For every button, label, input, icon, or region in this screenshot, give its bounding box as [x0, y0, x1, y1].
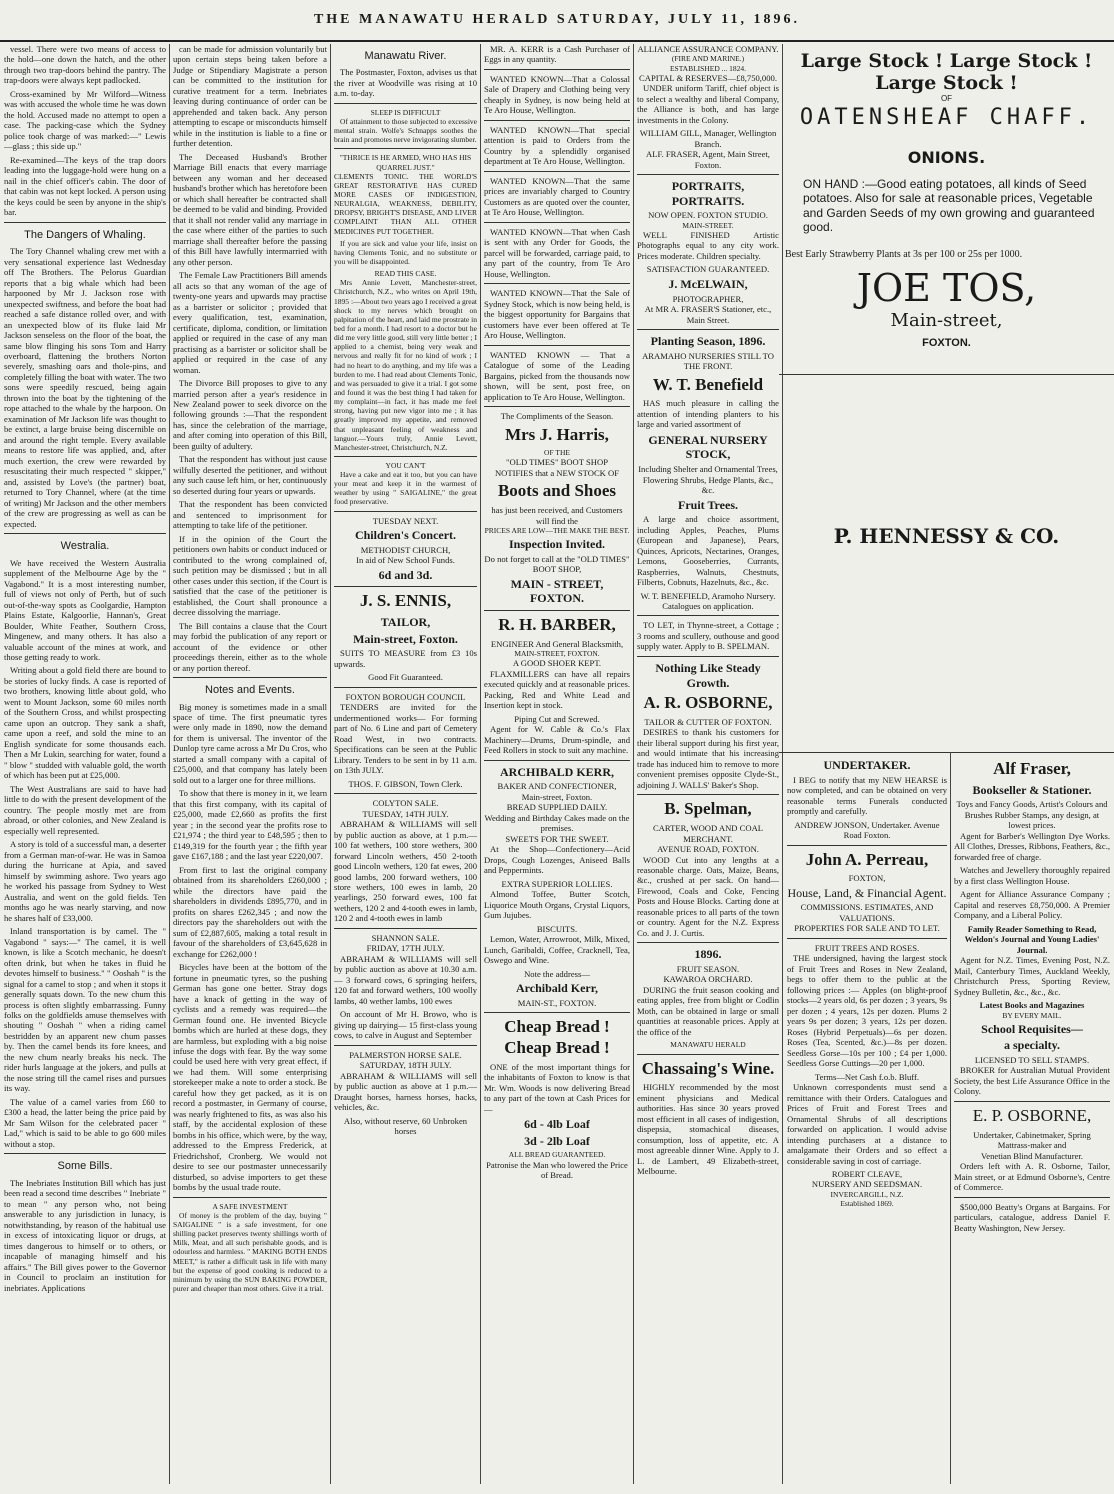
kerr-name: Archibald Kerr, [515, 981, 598, 996]
ad-title: FRUIT SEASON. [676, 964, 740, 974]
ad-body: At the Shop—Confectionery—Acid Drops, Cough Lozenges, Aniseed Balls and Peppermints. [484, 844, 630, 876]
sale-title: PALMERSTON HORSE SALE. [349, 1049, 462, 1060]
concert-aid: In aid of New School Funds. [356, 555, 455, 566]
ad-title: 1896. [694, 947, 722, 962]
article-paragraph: The West Australians are said to have had little to do with the present development of the country. The people mostly met are from abroad, or other colonies, and New Zealand is especially well represented. [4, 783, 166, 836]
masthead [0, 0, 1114, 42]
ad-title: FRUIT TREES AND ROSES. [814, 942, 920, 953]
ad-body: HAS much pleasure in calling the attention of intending planters to his large and varied assortment of [637, 398, 779, 430]
ad-body: Unknown correspondents must send a remittance with their Orders. Catalogues and Prices of Fruit and Forest Trees and Ornamental Shrubs of all descriptions forwarded on application. I would advise intending purchasers at a distance to amalgamate their Orders and so effect a considerable saving in cost of carriage. [787, 1082, 947, 1166]
masthead-title: THE MANAWATU HERALD SATURDAY, JULY 11, 1896. [313, 12, 801, 27]
ad-signature: WILLIAM GILL, Manager, Wellington Branch. [639, 128, 777, 149]
ad-title: A SAFE INVESTMENT [212, 1201, 288, 1211]
ad-body: Do not forget to call at the "OLD TIMES" BOOT SHOP, [484, 553, 630, 575]
ad-title: Nothing Like Steady Growth. [655, 660, 761, 690]
ad-body: (FIRE AND MARINE.) [671, 54, 745, 64]
article-paragraph: The Divorce Bill proposes to give to any married person after a year's residence in New Zealand power to seek divorce on the following grounds :—That the respondent has, since the celebration of the marriage, and after coming into operation of this Bill, been guilty of adultery. [173, 378, 327, 451]
ad-title: UNDERTAKER. [823, 758, 911, 772]
ad-title: School Requisites— [981, 1021, 1083, 1036]
ad-body: WANTED KNOWN — That a Catalogue of some of the Leading Bargains, picked from the thousands now shown, will be sent, post free, on application to Te Aro House, Wellington. [484, 349, 630, 402]
ad-headline: Large Stock ! Large Stock ! [800, 50, 1093, 72]
ad-body: DURING the fruit season cooking and eating apples, free from blight or Codlin Moth, can be obtained in large or small quantities at reasonable prices. Apply at the office of the [637, 984, 779, 1037]
ad-body: Mrs Annie Levett, Manchester-street, Christchurch, N.Z., who writes on April 19th, 1895 :—About two years ago I received a great shock to my nerves which brought on palpitation of the heart, and laid me prostrate in bed for a month. I had resort to a doctor but he did me very little good, still very little better ; I applied to a chemist, being very weak and nervous and really fit for no kind of work ; I had no heart to do anything, and my life was a burden to me. I had read about Clements Tonic, and was persuaded to give it a trial. I got some and found it was the best thing I had taken for my complaint—in fact, it has made me feel strong, having put new vigor into me ; it has greatly improved my appetite, and removed that unpleasant feeling of weakness and languor.—Yours truly, Annie Levett, Manchester-street, Christchurch, N.Z. [334, 278, 477, 452]
divider [484, 406, 630, 407]
article-paragraph: Re-examined—The keys of the trap doors leading into the luggage-hold were hung on a nail in the chief officer's cabin. The door of that cabin was not kept locked. A person using the keys could be seen by anyone in the ship's bar. [4, 154, 166, 218]
headline-some-bills: Some Bills. [57, 1160, 113, 1173]
sale-date: FRIDAY, 17TH JULY. [366, 943, 445, 954]
divider [637, 615, 779, 616]
ad-title: ENGINEER And General Blacksmith, [490, 638, 624, 649]
concert-date: TUESDAY NEXT. [372, 515, 439, 526]
ad-title: YOU CAN'T [385, 460, 426, 470]
ad-body: SUITS TO MEASURE from £3 10s upwards. [334, 648, 477, 669]
ad-body: Mattrass-maker and [997, 1140, 1067, 1151]
barber-name: R. H. BARBER, [498, 615, 616, 635]
divider [334, 511, 477, 512]
ad-signature: THOS. F. GIBSON, Town Clerk. [348, 778, 463, 789]
ad-address: MAIN-STREET. [682, 220, 734, 230]
ad-body: BREAD SUPPLIED DAILY. [506, 802, 608, 813]
divider [484, 1012, 630, 1013]
ad-body: Almond Toffee, Butter Scotch, Liquorice Mouth Organs, Crystal Liquors, Gum Jujubes. [484, 889, 630, 921]
ad-body: Agent for W. Cable & Co.'s Flax Machinery—Drums, Drum-spindle, and Feed Rollers in stock to suit any machine. [484, 724, 630, 756]
divider [484, 120, 630, 121]
loaf-price: 6d - 4lb Loaf [524, 1117, 590, 1132]
sale-title: SHANNON SALE. [371, 932, 440, 943]
ennis-name: J. S. ENNIS, [359, 591, 452, 611]
ad-address: FOXTON. [922, 336, 971, 349]
sale-body: Also, without reserve, 60 Unbroken horses [343, 1115, 468, 1137]
ennis-address: Main-street, Foxton. [353, 631, 458, 646]
ad-body: ON HAND :—Good eating potatoes, all kinds of Seed potatoes. Also for sale at reasonable prices, Vegetable and Garden Seeds of my own growing and guaranteed good. [803, 177, 1095, 235]
ad-body: TO LET, in Thynne-street, a Cottage ; 3 rooms and scullery, outhouse and good supply water. Apply to B. SPELMAN. [637, 620, 779, 652]
column-1 [4, 44, 166, 1484]
ad-body: Agent for N.Z. Times, Evening Post, N.Z. Mail, Canterbury Times, Auckland Weekly, Christchurch Press, Sporting Review, Sydney Bulletin, &c., &c., &c. [954, 955, 1110, 997]
ad-title: KAWAROA ORCHARD. [663, 974, 753, 985]
ad-body: WANTED KNOWN—That the same prices are invariably charged to Country Customers as are quoted over the counter, at Te Aro House, Wellington. [484, 175, 630, 218]
headline-westralia: Westralia. [60, 540, 110, 553]
divider [4, 222, 166, 223]
ad-body: Wedding and Birthday Cakes made on the premises. [484, 812, 630, 834]
ad-title: Latest Books and Magazines [979, 1000, 1085, 1011]
divider [334, 687, 477, 688]
ad-title: EXTRA SUPERIOR LOLLIES. [501, 878, 613, 889]
divider [954, 1197, 1110, 1198]
ad-body: Piping Cut and Screwed. [514, 713, 600, 724]
divider [173, 1197, 327, 1198]
column-3 [334, 44, 477, 1484]
ad-body: Of money is the problem of the day, buying " SAIGALINE " is a safe investment, for one shilling packet preserves twenty shillings worth of Milk, Meat, and all such perishable goods, and is odourless and harmless. " MAKING BOTH ENDS MEET," is rather a difficult task in life with many but the expense of good cooking is reduced to a minimum by using the SUN BAKING POWDER, purer and cheaper than most others. Give it a trial. [173, 1210, 327, 1294]
ad-address: FOXTON, [848, 873, 886, 884]
ad-body: Orders left with A. R. Osborne, Tailor, Main street, or at Edmund Osborne's, Centre of Commerce. [954, 1161, 1110, 1193]
ad-body: I BEG to notify that my NEW HEARSE is now completed, and can be obtained on very reasonable terms Funerals conducted promptly and carefully. [787, 774, 947, 817]
boots-title: Boots and Shoes [497, 481, 617, 501]
ad-title: Inspection Invited. [508, 537, 606, 552]
ad-address: INVERCARGILL, N.Z. [830, 1189, 904, 1199]
ad-body: ONE of the most important things for the inhabitants of Foxton to know is that Mr. Wm. Woods is now delivering Bread to any part of the town at Cash Prices for— [484, 1061, 630, 1114]
ad-title: The Compliments of the Season. [500, 411, 614, 422]
ad-signature: ANDREW JONSON, Undertaker. Avenue Road Foxton. [794, 819, 940, 841]
ad-body: WANTED KNOWN—That the Sale of Sydney Stock, which is now being held, is the biggest opportunity for Bargains that customers have ever been offered at Te Aro House, Wellington. [484, 288, 630, 341]
divider [637, 942, 779, 943]
ad-body: Terms—Net Cash f.o.b. Bluff. [814, 1071, 920, 1082]
headline-notes-events: Notes and Events. [205, 684, 295, 697]
divider [484, 345, 630, 346]
headline-whaling: The Dangers of Whaling. [24, 228, 146, 241]
divider [484, 760, 630, 761]
ad-title: Family Reader Something to Read, Weldon's Journal and Young Ladies' Journal. [964, 923, 1100, 955]
divider [637, 174, 779, 175]
ad-body: CARTER, WOOD AND COAL MERCHANT. [652, 823, 764, 844]
chassaing-title: Chassaing's Wine. [641, 1058, 775, 1078]
concert-title: Children's Concert. [354, 528, 457, 543]
column-4 [484, 44, 630, 1484]
ad-body: Lemon, Water, Arrowroot, Milk, Mixed, Lunch, Garibaldi, Coffee, Cracknell, Tea, Oswego and Wine. [484, 934, 630, 966]
ad-address: At MR A. FRASER'S Stationer, etc., Main Street. [644, 304, 772, 325]
article-paragraph: The Tory Channel whaling crew met with a very sensational experience last Wednesday off The Brothers. The Pelorus Guardian reports that a big whale which had been harpooned by Mr J. Jackson rose with unexpected swiftness, and before the boat had reached a safe distance rolled over, and with an unexpected blow of its fluke laid Mr Jackson senseless on the floor of the boat, the same blow flinging his sons Tom and Harry overboard, flattening the brothers Norton severely, smashing oars and thole-pins, and completely filling the boat with water. The two sons were speedily rescued, being again thrown into the boat by the tightening of the rope attached to the whale by the harpoon. On examination of Mr Jackson life was thought to be extinct, a large bruise being discernible on and around the right temple. Every available means to restore life was applied, and, after much exertion, the crew were rewarded by resuscitating their much respected " skipper," and, assisted by Love's (the partner) boat, returned to Tory Channel, where (at the time of writing) Mr Jackson and the other members of the crew are progressing as well as can be expected. [4, 246, 166, 529]
ad-body: A GOOD SHOER KEPT. [512, 658, 602, 669]
ad-title: LICENSED TO SELL STAMPS. [974, 1054, 1090, 1065]
ad-body: WANTED KNOWN—That a Colossal Sale of Drapery and Clothing being very cheaply in Sydney, is now being held at Te Aro House, Wellington. [484, 73, 630, 116]
sale-body: On account of Mr H. Browo, who is giving up dairying— 15 first-class young cows, to calve in August and September [334, 1009, 477, 1041]
ad-body: Have a cake and eat it too, but you can have your meat and keep it in the warmest of weather by using " SAIGALINE," the great food preservative. [334, 470, 477, 507]
ad-body: If you are sick and value your life, insist on having Clements Tonic, and no substitute or you will be disappointed. [334, 238, 477, 266]
hennessy-ad [779, 374, 1114, 753]
sale-body: ABRAHAM & WILLIAMS will sell by public auction as above at 1 p.m.— Draught horses, harness horses, hacks, vehicles, &c. [334, 1070, 477, 1113]
ad-body: BY EVERY MAIL. [1002, 1010, 1062, 1020]
ad-title: Fruit Trees. [678, 497, 738, 512]
divider [787, 845, 947, 846]
ad-body: Including Shelter and Ornamental Trees, Flowering Shrubs, Hedge Plants, &c., &c. [638, 464, 778, 496]
ad-body: PROPERTIES FOR SALE AND TO LET. [794, 923, 940, 934]
column-rule [330, 44, 331, 1484]
column-rule [480, 44, 481, 1484]
ad-body: House, Land, & Financial Agent. [787, 885, 947, 900]
divider [637, 1054, 779, 1055]
article-paragraph: The Postmaster, Foxton, advises us that the river at Woodville was rising at 10 a.m. to-day. [334, 67, 477, 99]
ad-signature: MANAWATU HERALD [670, 1040, 746, 1050]
divider [484, 610, 630, 611]
ad-body: NOTIFIES that a NEW STOCK OF [494, 467, 620, 478]
ad-body: TENDERS are invited for the undermentioned works— For forming part of No. 6 Line and part of Cemetery Road West, in two contracts. Specifications can be seen at the Public Library. Tenders to be sent in by 11 a.m. on 13th JULY. [334, 702, 477, 776]
sale-body: ABRAHAM & WILLIAMS will sell by public auction as above, at 1 p.m.— 100 fat wethers, 100 store wethers, 300 forward Lincoln wethers, 450 2-tooth good Lincoln wethers, 120 fat ewes, 200 good lambs, 200 forward wethers, 100 store wethers, 100 ewes in lamb, 20 yearlings, 250 forward ewes, 100 fat wethers, 120 2 and 4-tooth ewes in lamb, 120 2 and 4-tooth ewes in lamb [334, 819, 477, 924]
ad-body: Watches and Jewellery thoroughly repaired by a first class Wellington House. [954, 865, 1110, 886]
article-paragraph: can be made for admission voluntarily but upon certain steps being taken before a Judge or Stipendiary Magistrate a person can be committed to the institution for curative treatment for a term. Inebriates leaving during continuance of order can be apprehended and taken back. Any person attempting to escape or misconducts himself while in the institution is liable to a fine or further detention. [173, 44, 327, 149]
article-paragraph: That the respondent has without just cause wilfully deserted the petitioner, and without any such cause left him, or her, continuously so deserted during four years or upwards. [173, 454, 327, 496]
ad-signature: ALF. FRASER, Agent, Main Street, Foxton. [646, 149, 770, 170]
ad-title: READ THIS CASE. [374, 269, 437, 279]
ad-body: Good Fit Guaranteed. [368, 672, 443, 683]
ad-body: $500,000 Beatty's Organs at Bargains. For particulars, catalogue, address Daniel F. Beatty Washington, New Jersey. [954, 1201, 1110, 1233]
ad-body: PHOTOGRAPHER, [672, 293, 744, 304]
harris-name: Mrs J. Harris, [505, 424, 609, 444]
article-paragraph: Big money is sometimes made in a small space of time. The first pneumatic tyres were only made in 1890, now the demand for them is universal. The inventor of the Dunlop tyre came across a Mr Du Cros, who started a small company with a capital of £25,000, and that company has lately been sold out to a larger one for three millions. [173, 701, 327, 785]
ad-body: CAPITAL & RESERVES—£8,750,000. [639, 72, 777, 83]
ad-body: Agent for Alliance Assurance Company ; Capital and reserves £8,750,000. A Premier Company, and a Liberal Policy. [954, 889, 1110, 921]
ad-body: WOOD Cut into any lengths at a reasonable charge. Oats, Maize, Beans, &c., crushed at per sack. On hand—Firewood, Coals and Coke, Fencing Posts and House Blocks. Carting done at reasonable prices to all parts of the town or country. Agent for the N.Z. Express Co. and J. J. Curtis. [637, 854, 779, 938]
ad-body: PRICES ARE LOW—THE MAKE THE BEST. [484, 526, 630, 536]
article-paragraph: The Deceased Husband's Brother Marriage Bill enacts that every marriage between any woman and her deceased husband's brother which has heretofore been or which shall hereafter be contracted shall be deemed to be valid and binding. Provided that it shall not render valid any marriage in the case where either of the parties to such marriage shall thereafter before the passing of this Bill have lawfully intermarried with any other person. [173, 151, 327, 267]
chaff-ad [779, 44, 1114, 375]
article-paragraph: That the respondent has been convicted and sentenced to imprisonment for attempting to take life of the petitioner. [173, 499, 327, 531]
ad-body: HIGHLY recommended by the most eminent physicians and Medical authorities. Has since 30 years proved most efficient in all cases of indigestion, dispepsia, stomachical diseases, consumption, loss of appetite, etc. A most agreeable dinner Wine. Apply to J. L. de Lambert, 49 Elizabeth-street, Melbourne. [637, 1082, 779, 1177]
divider [334, 1045, 477, 1046]
ad-address: Main-street, [890, 309, 1003, 331]
ad-body: SATISFACTION GUARANTEED. [646, 264, 770, 275]
ad-body: ESTABLISHED ... 1824. [669, 63, 747, 73]
ad-headline: OATENSHEAF CHAFF. [799, 105, 1094, 130]
ad-body: COMMISSIONS. ESTIMATES, AND VALUATIONS. [800, 902, 934, 923]
benefield-name: W. T. Benefield [652, 374, 764, 394]
article-paragraph: Inland transportation is by camel. The " Vagabond " says:—" The camel, it is well known, is like a Scotch mechanic, he doesn't often drink, but when he takes in fluid he devotes himself to business." " Ooshah " is the signal for a camel to stop ; and when it stops it generally squats down. To the new chum this process is often slightly embarrassing. Funny folks on the goldfields amuse themselves with shouting " Ooshah " when a riding camel bestridden by an apparent new chum passes by. Then the camel bends its fore knees, and the new chum nearly breaks his neck. The rider hurls language at the jokers, and pulls at the nose string till the camel rises and pursues its way. [4, 926, 166, 1094]
ad-title: BISCUITS. [536, 923, 578, 934]
divider [954, 1101, 1110, 1102]
ad-address: Main-street, Foxton. [521, 791, 593, 802]
divider [334, 586, 477, 587]
divider [334, 103, 477, 104]
ad-address: MAIN-ST., FOXTON. [517, 997, 597, 1008]
divider [787, 938, 947, 939]
concert-venue: METHODIST CHURCH, [360, 544, 451, 555]
sale-date: SATURDAY, 18TH JULY. [359, 1060, 452, 1071]
divider [334, 148, 477, 149]
ad-title: a specialty. [1004, 1038, 1060, 1053]
divider [334, 928, 477, 929]
ad-signature: W. T. BENEFIELD, Aramoho Nursery. [640, 590, 776, 601]
article-paragraph: Writing about a gold field there are bound to be stories of lucky finds. A case is reported of two brothers, knowing little about gold, who went to Mount Jackson, some 60 miles north of the Southern Cross, and whilst prospecting came upon an outcrop. They sank a shaft, came upon a reef, and sold the mine to an English syndicate for some thousands each. Then a Mr Lukin, searching for water, found a " blow " studded with valuable gold, the worth of which has been put at £25,000. [4, 665, 166, 781]
divider [4, 1153, 166, 1154]
ad-body: Catalogues on application. [662, 601, 754, 611]
article-paragraph: We have received the Western Australia supplement of the Melbourne Age by the " Vagabond." It is a most interesting number, full of views not only of Perth, but of such out-of-the-way spots as Coolgardie, Hampton Plains Estate, Kalgoorlie, Hannan's, Great Boulder, White Feather, Southern Cross, Mingenew, and many others. It has also a valuable account of the mines at work, and those getting ready to work. [4, 557, 166, 662]
ad-title: NOW OPEN. FOXTON STUDIO. [648, 210, 768, 221]
ad-body: Venetian Blind Manufacturer. [981, 1150, 1083, 1161]
ad-title: GENERAL NURSERY STOCK, [648, 432, 768, 462]
column-5 [637, 44, 779, 1484]
ad-headline: P. HENNESSY & CO. [833, 524, 1060, 548]
article-paragraph: vessel. There were two means of access to the hold—one down the hatch, and the other through two trap-doors behind the pantry. The trap-doors were always kept padlocked. [4, 44, 166, 86]
ad-headline: ONIONS. [907, 148, 986, 167]
spelman-name: B. Spelman, [664, 799, 752, 819]
ad-body: MR. A. KERR is a Cash Purchaser of Eggs in any quantity. [484, 44, 630, 65]
ad-body: Undertaker, Cabinetmaker, Spring [973, 1129, 1091, 1140]
ad-title: "OLD TIMES" BOOT SHOP [506, 457, 608, 468]
article-paragraph: From first to last the original company obtained from its shareholders £260,000 ; while the directors have paid the shareholders in dividends £895,770, and in profits on shares £262,345 ; and now the directors pay the shareholders out with the sum of £2,887,605, making a total result in favour of the shareholders of £3,645,628 in exchange for £262,000 ! [173, 864, 327, 959]
article-paragraph: Bicycles have been at the bottom of the fortune in pneumatic tyres, so the pushing German has gone one better. Stray dogs have a knack of getting in the way of cyclists and a remedy was required—the German found one. He invented Bicycle bombs which are hurled at these dogs, they are harmless, but exploding with a big noise infuse the dogs with fear. By the way some could be used here with very great effect, if we had them. Will some enterprising storekeeper make a note to order a stock. Be careful how they get packed, as it is on record a postmaster, in Germany of course, was nearly frightened to fits, as was also his staff, by the accidental explosion of these bombs in his office, which were, by the way, addressed to the Empress Frederick, at Friedrichshof, Cronberg. We would not desire to see our postmaster unnecessarily disturbed, so advise importers to get these bombs by the usual trade route. [173, 962, 327, 1193]
ad-body: BROKER for Australian Mutual Provident Society, the best Life Assurance Office in the Colony. [954, 1065, 1110, 1097]
sale-title: COLYTON SALE. [372, 798, 439, 809]
perreau-name: John A. Perreau, [805, 849, 929, 869]
column-2 [173, 44, 327, 1484]
ad-body: OF [940, 94, 953, 103]
divider [637, 656, 779, 657]
divider [334, 456, 477, 457]
ad-body: Of attainment to those subjected to excessive mental strain. Wolfe's Schnapps soothes the brain and promotes nerve invigorating slumber. [334, 117, 477, 145]
ad-title: SWEETS FOR THE SWEET. [505, 833, 609, 844]
divider [484, 283, 630, 284]
fraser-name: Alf Fraser, [993, 759, 1071, 778]
article-paragraph: The Inebriates Institution Bill which has just been read a second time describes " Inebriate " to mean " any person who, not being answerable to any jurisdiction in lunacy, is notwithstanding, by reason of the habitual use in excess of intoxicating liquor or drugs, at times dangerous to himself or to others, or incapable of managing himself and his affairs." The Bill gives power to the Governor in Council to proclaim an institution for inebriates. Applications [4, 1177, 166, 1293]
ad-body: Best Early Strawberry Plants at 3s per 100 or 25s per 1000. [785, 248, 1023, 260]
cheap-bread-title: Cheap Bread ! Cheap Bread ! [504, 1017, 610, 1057]
article-paragraph: The Female Law Practitioners Bill amends all acts so that any woman of the age of twenty-one years and upwards may practise as a barrister or solicitor ; provided that every qualification, test, examination, certificate, diploma, condition, or limitation applied or required in the case of any man practising as a barrister or solicitor shall be applied or required in the case of any woman. [173, 270, 327, 375]
column-rule [169, 44, 170, 1484]
planting-title: Planting Season, 1896. [650, 334, 766, 349]
ad-title: SLEEP IS DIFFICULT [370, 107, 441, 117]
ad-body: Patronise the Man who lowered the Price of Bread. [486, 1159, 628, 1180]
column-rule [950, 752, 951, 1484]
article-paragraph: Cross-examined by Mr Wilford—Witness was with accused the whole time he was down the hold. Accused made no attempt to open a case. The packing-case which the Sydney police took charge of was marked:—" Lewis—glass ; this side up." [4, 88, 166, 152]
loaf-price: 3d - 2lb Loaf [524, 1133, 590, 1148]
concert-prices: 6d and 3d. [378, 567, 433, 582]
article-paragraph: The Bill contains a clause that the Court may forbid the publication of any report or account of the evidence or other proceedings therein, either as to the whole or any portion thereof. [173, 620, 327, 673]
divider [484, 222, 630, 223]
ad-body: ALL BREAD GUARANTEED. [508, 1150, 606, 1160]
ad-address: MAIN - STREET, FOXTON. [510, 576, 604, 606]
divider [484, 171, 630, 172]
article-paragraph: To show that there is money in it, we learn that this first company, with its capital of £25,000, made £2,660 as profits the first year ; in the second year the profits rose to £21,974 ; the third year to £48,595 ; then to £149,319 for the fourth year ; the fifth year gave £167,188 ; and the last year £220,007. [173, 788, 327, 862]
osborne-name: A. R. OSBORNE, [643, 693, 773, 713]
article-paragraph: If in the opinion of the Court the petitioners own habits or conduct induced or contributed to the wrong complained of, such petition may be dismissed ; but in all other cases under this section, if the Court is satisfied that the case of the petitioner is established, the Court shall pronounce a decree dissolving the marriage. [173, 533, 327, 618]
headline-river: Manawatu River. [364, 50, 447, 62]
column-7 [954, 756, 1110, 1484]
column-rule [633, 44, 634, 1484]
divider [637, 794, 779, 795]
ad-body: A large and choice assortment, including Apples, Peaches, Plums (European and Japanese), Pears, Quinces, Apricots, Nectarines, Oranges, Lemons, Gooseberries, Currants, Raspberries, Walnuts, Chestnuts, Filberts, Cobnuts, Hazelnuts, &c., &c. [637, 514, 779, 588]
article-paragraph: A story is told of a successful man, a deserter from a German man-of-war. He was in Samoa during the hurricane at Apia, and saved himself by swimming ashore. Two years ago he worked his passage from Sydney to West Australia, and went on the gold fields. Ten months ago he was nearly starving, and now he shares half of £33,000. [4, 839, 166, 923]
ad-body: Note the address— [524, 968, 590, 979]
ad-headline: Large Stock ! [875, 72, 1018, 94]
ad-title: Bookseller & Stationer. [972, 782, 1092, 797]
divider [334, 793, 477, 794]
ad-body: WANTED KNOWN—That when Cash is sent with any Order for Goods, the parcel will be forwarded, carriage paid, to any part of the country, from Te Aro House, Wellington. [484, 226, 630, 279]
ad-body: Agent for Barber's Wellington Dye Works. All Clothes, Dresses, Ribbons, Feathers, &c., forwarded free of charge. [954, 830, 1110, 862]
ad-body: BAKER AND CONFECTIONER, [497, 781, 617, 792]
ad-body: THE undersigned, having the largest stock of Fruit Trees and Roses in New Zealand, begs to offer them to the public at the following prices :— Apples (on blight-proof stocks—2 years old, 6s per dozen ; 3 years, 9s per dozen ; 4 years, 12s per dozen. Plums 2 years 9s per dozen; 3 years, 12s per dozen. Roses (Hybrid Perpetuals)—6s per dozen. Roses (Tea, Scented, &c.)—8s per dozen. Seedless Gorse—10s per 100 ; £4 per 1,000. Seedless Gorse Cuttings—20 per 1,000. [787, 953, 947, 1069]
ad-body: NURSERY AND SEEDSMAN. [811, 1179, 923, 1190]
sale-date: TUESDAY, 14TH JULY. [362, 808, 449, 819]
ad-body: Toys and Fancy Goods, Artist's Colours and Brushes Rubber Stamps, any design, at lowest prices. [956, 799, 1108, 831]
divider [637, 329, 779, 330]
kerr-name: ARCHIBALD KERR, [499, 764, 614, 779]
ad-title: FOXTON BOROUGH COUNCIL [345, 691, 466, 702]
divider [173, 677, 327, 678]
ad-body: has just been received, and Customers will find the [491, 505, 623, 526]
column-6 [787, 756, 947, 1484]
ad-body: OF THE [544, 448, 570, 458]
ad-body: FLAXMILLERS can have all repairs executed quickly and at reasonable prices. Packing, Red and White Lead and Insertion kept in stock. [484, 668, 630, 711]
divider [4, 533, 166, 534]
ad-body: TAILOR & CUTTER OF FOXTON. [644, 716, 772, 727]
divider [484, 69, 630, 70]
ad-body: CLEMENTS TONIC. THE WORLD'S GREAT RESTORATIVE HAS CURED MORE CASES OF INDIGESTION, NEURALGIA, WEAKNESS, DEBILITY, DROPSY, BRIGHT'S DISEASE, AND LIVER COMPLAINT THAN ALL OTHER MEDICINES PUT TOGETHER. [334, 171, 477, 236]
ad-body: WANTED KNOWN—That special attention is paid to Orders from the Country by a splendidly organised department at Te Aro House, Wellington. [484, 124, 630, 167]
article-paragraph: The value of a camel varies from £60 to £300 a head, the latter being the price paid by Mr Sam Wilson for the celebrated pacer " Lad," which is said to be able to go 600 miles without a stop. [4, 1096, 166, 1149]
osborne-ep-name: E. P. OSBORNE, [972, 1105, 1092, 1125]
mcelwain-name: J. McELWAIN, [668, 276, 748, 291]
ad-title: "THRICE IS HE ARMED, WHO HAS HIS QUARREL JUST." [339, 153, 472, 172]
ad-address: AVENUE ROAD, FOXTON. [657, 844, 759, 855]
ad-body: ARAMAHO NURSERIES STILL TO THE FRONT. [642, 350, 774, 372]
ad-body: DESIRES to thank his customers for their liberal support during his first year, and would intimate that his increasing trade has induced him to remove to more convenient premises opposite Clyde-St., adjoining J. WALLS' Baker's Shop. [637, 727, 779, 790]
ad-body: Established 1869. [840, 1199, 894, 1209]
ennis-trade: TAILOR, [380, 615, 431, 630]
ad-address: MAIN-STREET, FOXTON. [514, 649, 600, 659]
ad-body: WELL FINISHED Artistic Photographs equal to any city work. Prices moderate. Children specialty. [637, 230, 779, 261]
ad-headline: JOE TOS, [856, 265, 1037, 310]
ad-signature: ROBERT CLEAVE, [831, 1169, 903, 1179]
portraits-title: PORTRAITS, PORTRAITS. [671, 179, 745, 208]
ad-body: UNDER uniform Tariff, chief object is to select a wealthy and liberal Company, the Alliance is both, and has large investments in the Colony. [637, 83, 779, 125]
sale-body: ABRAHAM & WILLIAMS will sell by public auction as above at 10.30 a.m.— 3 forward cows, 6 springing heifers, 120 fat and forward wethers, 100 woolly lambs, 40 wether lambs, 100 ewes [334, 953, 477, 1006]
ad-title: ALLIANCE ASSURANCE COMPANY. [637, 44, 779, 54]
